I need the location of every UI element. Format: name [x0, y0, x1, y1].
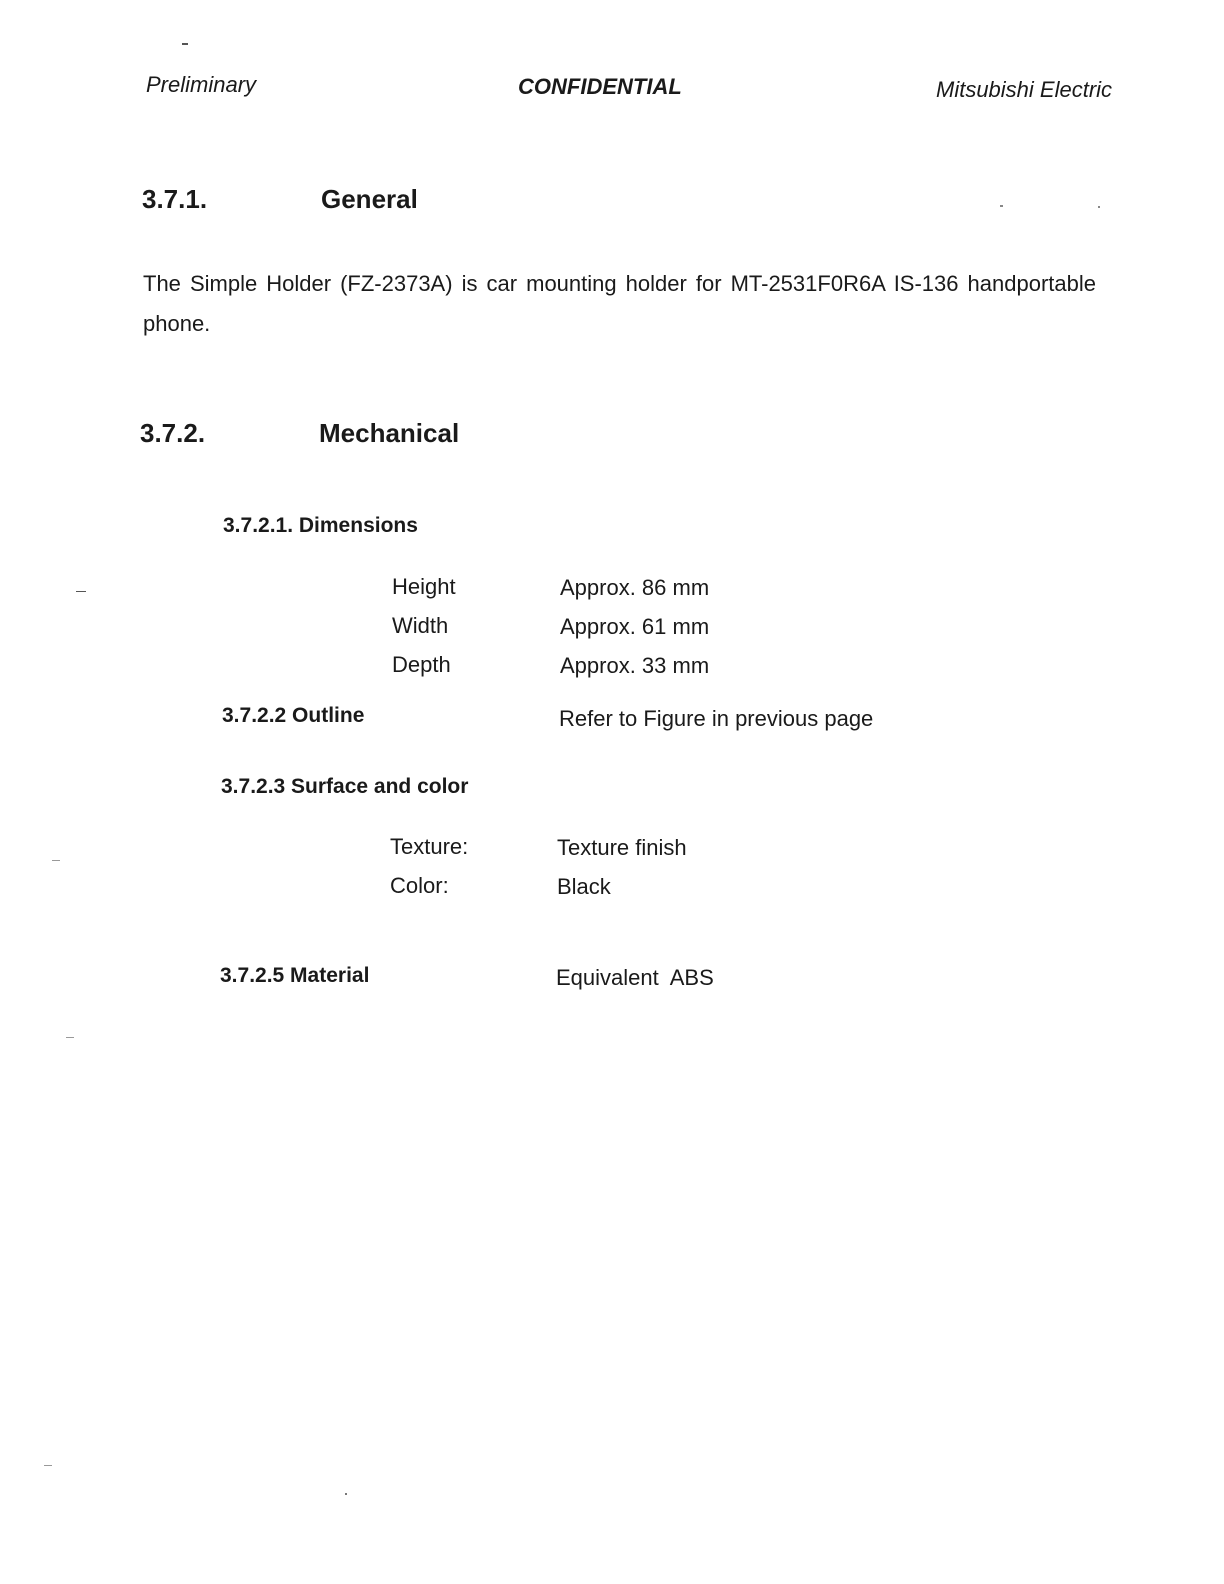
- material-heading: 3.7.2.5 Material: [220, 964, 370, 987]
- header-preliminary: Preliminary: [146, 72, 257, 97]
- dimension-value-height: Approx. 86 mm: [560, 575, 710, 600]
- surface-value-color: Black: [557, 874, 611, 899]
- section-general-number: 3.7.1.: [142, 184, 208, 214]
- section-mechanical-title: Mechanical: [319, 418, 460, 448]
- dimension-value-depth: Approx. 33 mm: [560, 653, 710, 678]
- surface-value-texture: Texture finish: [557, 835, 687, 860]
- scan-speck: [182, 43, 188, 45]
- section-mechanical-number: 3.7.2.: [140, 418, 206, 448]
- section-general-title: General: [321, 184, 418, 214]
- scan-speck: [76, 591, 86, 592]
- header-confidential: CONFIDENTIAL: [518, 74, 682, 99]
- dimension-label-depth: Depth: [392, 652, 451, 677]
- outline-value: Refer to Figure in previous page: [559, 706, 874, 731]
- scan-speck: [1000, 205, 1003, 207]
- dimension-value-width: Approx. 61 mm: [560, 614, 710, 639]
- surface-heading: 3.7.2.3 Surface and color: [221, 775, 469, 798]
- scan-speck: [345, 1493, 347, 1495]
- scan-speck: [1098, 206, 1100, 208]
- surface-label-texture: Texture:: [390, 834, 469, 859]
- header-company: Mitsubishi Electric: [936, 77, 1113, 102]
- material-value: Equivalent ABS: [556, 965, 714, 990]
- dimension-label-height: Height: [392, 574, 456, 599]
- section-general-paragraph: The Simple Holder (FZ-2373A) is car mounting holder for MT-2531F0R6A IS-136 handportable phone.: [143, 271, 1096, 336]
- dimensions-heading: 3.7.2.1. Dimensions: [223, 514, 418, 537]
- surface-label-color: Color:: [390, 873, 449, 898]
- scan-speck: [66, 1037, 74, 1038]
- dimension-label-width: Width: [392, 613, 449, 638]
- outline-heading: 3.7.2.2 Outline: [222, 704, 365, 727]
- scan-speck: [44, 1465, 52, 1466]
- scan-speck: [52, 860, 60, 861]
